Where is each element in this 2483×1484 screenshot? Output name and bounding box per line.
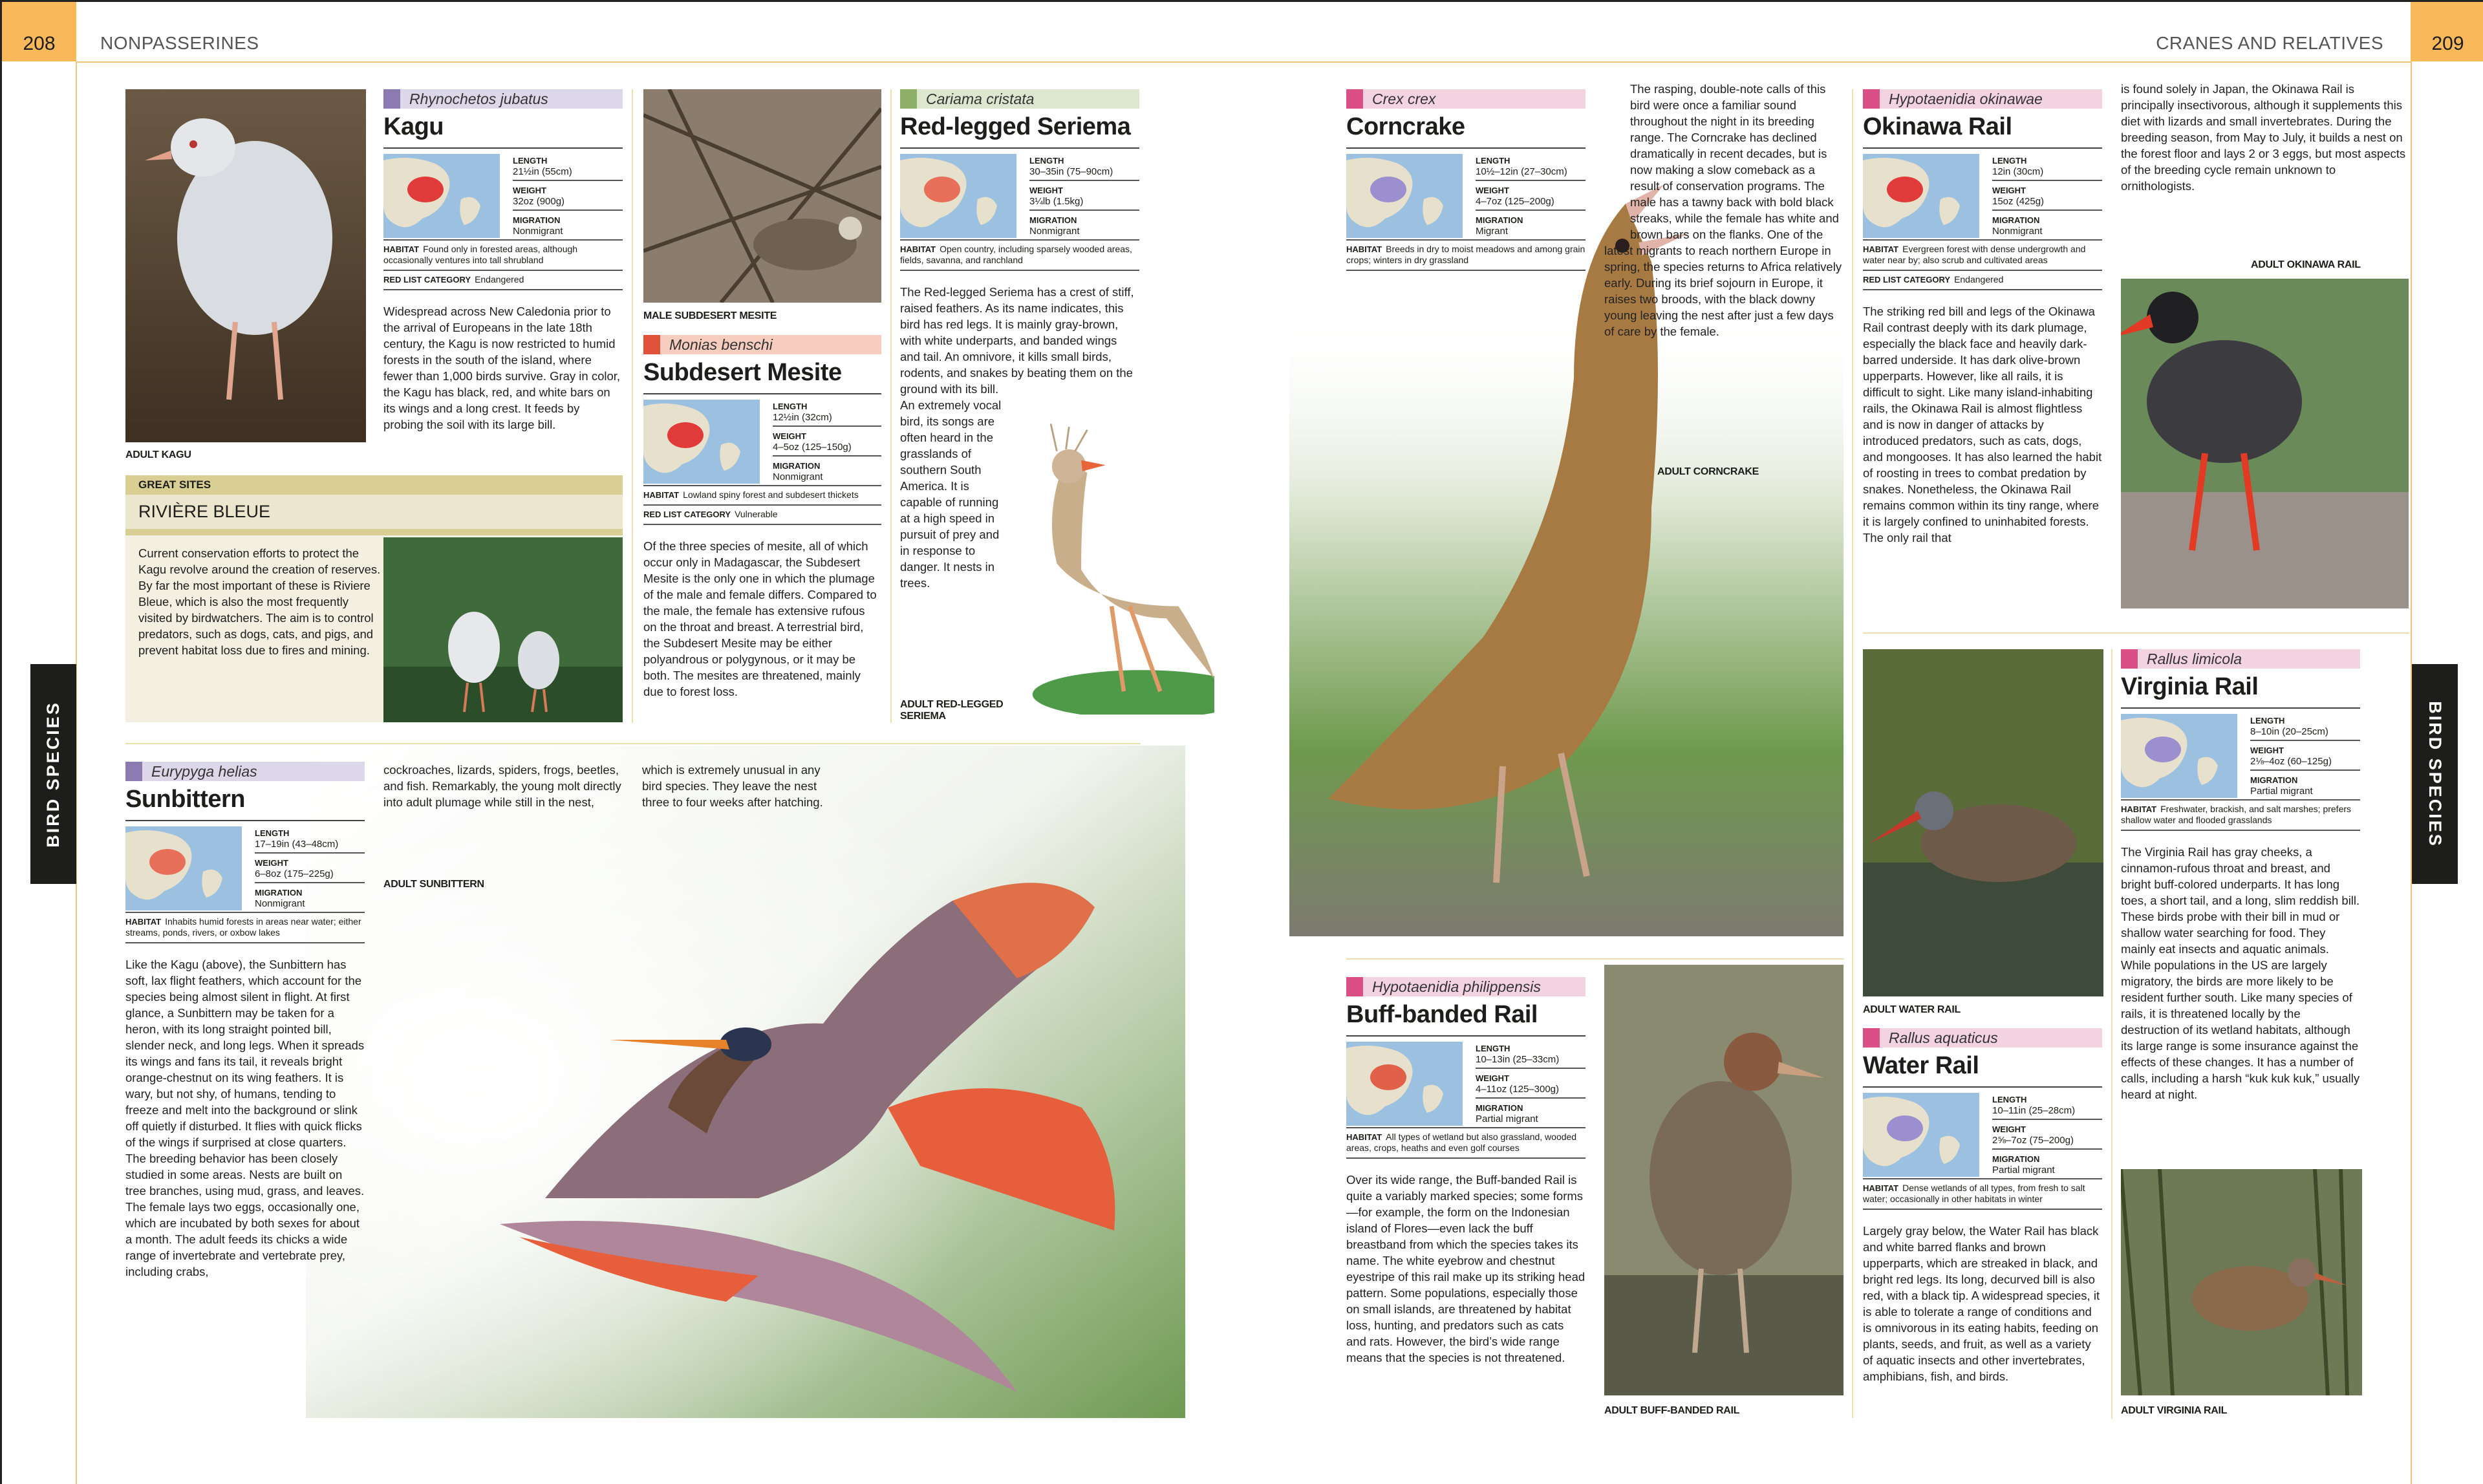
divider (1346, 1157, 1585, 1159)
stat-length (773, 400, 881, 427)
weight-label: WEIGHT (1992, 186, 2026, 195)
length-label: LENGTH (255, 828, 290, 838)
migration-label: MIGRATION (1476, 1103, 1523, 1113)
species-stats (1346, 1035, 1585, 1127)
latin-name-bar (125, 762, 365, 781)
migration-value: Nonmigrant (255, 898, 305, 909)
habitat-row (1346, 239, 1585, 270)
description-text: The striking red bill and legs of the Okinawa Rail contrast deeply with its dark plumage, especially the black face and heavily dark-barred underside. It has dark olive-brown upperparts. However, like all rails, it is difficult to sight. Like many island-inhabiting rails, the Okinawa Rail is almost flightless and is now in danger of attacks by introduced predators, such as cats, dogs, and mongooses. It has also learned the habit of roosting in trees to combat predation by snakes. Nonetheless, the Okinawa Rail remains common within its tiny range, where it is largely confined to uninhabited forests. The only rail that (1863, 305, 2102, 544)
latin-name: Rhynochetos jubatus (409, 91, 548, 107)
length-value: 10–11in (25–28cm) (1992, 1105, 2076, 1116)
species-description (1346, 1172, 1585, 1366)
weight-label: WEIGHT (1992, 1124, 2026, 1134)
section-title-left: NONPASSERINES (100, 33, 259, 53)
stat-migration (773, 459, 881, 485)
stat-list (2250, 714, 2360, 799)
common-name: Kagu (383, 113, 444, 140)
side-tab-left (30, 664, 76, 884)
stat-weight (1992, 1123, 2102, 1150)
weight-label: WEIGHT (1029, 186, 1063, 195)
divider (1863, 289, 2102, 290)
habitat-label: HABITAT (1863, 244, 1899, 254)
latin-name: Hypotaenidia philippensis (1372, 978, 1541, 995)
stat-list (513, 154, 623, 239)
length-value: 10–13in (25–33cm) (1476, 1054, 1560, 1065)
column-divider (2111, 649, 2112, 1419)
red-list-label: RED LIST CATEGORY (643, 510, 731, 519)
migration-label: MIGRATION (255, 888, 303, 898)
migration-label: MIGRATION (513, 215, 561, 225)
common-name: Water Rail (1863, 1052, 1979, 1079)
latin-name: Cariama cristata (926, 91, 1035, 107)
water-rail-photo (1863, 649, 2103, 996)
family-color-swatch (643, 335, 660, 354)
habitat-row (1863, 239, 2102, 270)
weight-value: 2⅛–4oz (60–125g) (2250, 756, 2332, 767)
family-color-swatch (1346, 977, 1363, 996)
red-list-value: Endangered (1954, 274, 2004, 285)
latin-name: Crex crex (1372, 91, 1436, 107)
stat-list (1992, 154, 2102, 239)
habitat-label: HABITAT (643, 490, 680, 500)
family-color-swatch (2121, 649, 2138, 669)
common-name: Buff-banded Rail (1346, 1001, 1538, 1028)
map-range (1370, 1064, 1406, 1090)
habitat-row (643, 485, 881, 504)
length-label: LENGTH (773, 402, 808, 411)
range-map (2121, 714, 2237, 798)
habitat-label: HABITAT (900, 244, 936, 254)
species-card-okinawa-rail (1863, 89, 2102, 546)
species-stats (383, 147, 623, 239)
range-map (1346, 1042, 1463, 1126)
latin-name-bar (643, 335, 881, 354)
great-sites-box (125, 475, 623, 722)
page-number-right: 209 (2411, 2, 2483, 61)
red-list-row (643, 504, 881, 524)
habitat-value: All types of wetland but also grassland, wooded areas, crops, heaths and even golf courses (1346, 1132, 1577, 1153)
weight-value: 4–7oz (125–200g) (1476, 196, 1554, 207)
divider (1863, 1209, 2102, 1210)
habitat-value: Evergreen forest with dense undergrowth and water near by; also scrub and cultivated areas (1863, 244, 2086, 265)
row-divider (125, 743, 1141, 744)
habitat-value: Breeds in dry to moist meadows and among grain crops; winters in dry grassland (1346, 244, 1585, 265)
range-map (1863, 154, 1979, 238)
habitat-row (2121, 799, 2360, 830)
row-divider (1863, 632, 2409, 634)
divider (125, 942, 365, 943)
stat-weight (773, 429, 881, 457)
species-stats (125, 820, 365, 912)
range-map (643, 400, 760, 484)
range-map (1863, 1093, 1979, 1177)
section-title-right: CRANES AND RELATIVES (2156, 33, 2383, 53)
latin-name-bar (1346, 89, 1585, 109)
migration-label: MIGRATION (2250, 775, 2298, 785)
weight-value: 4–5oz (125–150g) (773, 442, 852, 453)
divider (383, 289, 623, 290)
common-name: Virginia Rail (2121, 673, 2259, 700)
side-tab-label: BIRD SPECIES (43, 700, 63, 848)
latin-name-bar (1863, 1028, 2102, 1048)
habitat-row (383, 239, 623, 270)
species-stats (2121, 707, 2360, 799)
stat-length (513, 154, 623, 181)
description-text: Over its wide range, the Buff-banded Rail is quite a variably marked species; some forms—for example, the form on the Indonesian island of Flores—even lack the buff breastband from which the species takes its name. The white eyebrow and chestnut eyestripe of this rail make up its striking head pattern. Some populations, especially those on small islands, are threatened by habitat loss, hunting, and predators such as cats and rats. However, the bird’s wide range means that the species is not threatened. (1346, 1173, 1585, 1364)
migration-value: Migrant (1476, 226, 1509, 237)
stat-migration (2250, 773, 2360, 799)
species-stats (1346, 147, 1585, 239)
species-card-virginia-rail (2121, 649, 2360, 1102)
okinawa-rail-photo (2121, 279, 2409, 608)
migration-value: Nonmigrant (1029, 226, 1080, 237)
great-sites-text: Current conservation efforts to protect the Kagu revolve around the creation of reserves. By far the most important of these is Riviere Bleue, which is also the most frequently visited by birdwatchers. The aim is to control predators, such as dogs, cats, and pigs, and prevent habitat loss due to fires and mining. (138, 546, 381, 657)
weight-value: 4–11oz (125–300g) (1476, 1084, 1559, 1095)
mesite-caption: MALE SUBDESERT MESITE (643, 310, 777, 321)
habitat-row (900, 239, 1139, 270)
length-value: 12in (30cm) (1992, 166, 2044, 177)
length-label: LENGTH (2250, 716, 2285, 726)
map-range (149, 849, 186, 875)
latin-name-bar (1346, 977, 1585, 996)
length-value: 21½in (55cm) (513, 166, 572, 177)
weight-label: WEIGHT (2250, 746, 2284, 755)
map-range (667, 422, 704, 448)
stat-migration (513, 213, 623, 239)
great-sites-title: RIVIÈRE BLEUE (125, 495, 623, 535)
migration-label: MIGRATION (1476, 215, 1523, 225)
map-range (1887, 177, 1923, 202)
latin-name-bar (900, 89, 1139, 109)
species-description (643, 538, 881, 700)
virginia-rail-caption: ADULT VIRGINIA RAIL (2121, 1405, 2228, 1416)
migration-label: MIGRATION (1992, 215, 2040, 225)
habitat-value: Found only in forested areas, although occasionally ventures into tall shrubland (383, 244, 578, 265)
stat-weight (2250, 744, 2360, 771)
weight-label: WEIGHT (1476, 1073, 1509, 1083)
weight-value: 3¼lb (1.5kg) (1029, 196, 1084, 207)
stat-length (255, 826, 365, 854)
weight-label: WEIGHT (255, 858, 288, 868)
weight-label: WEIGHT (513, 186, 546, 195)
habitat-value: Dense wetlands of all types, from fresh to salt water; occasionally in other habitats in winter (1863, 1183, 2085, 1204)
habitat-value: Inhabits humid forests in areas near water; either streams, ponds, rivers, or oxbow lakes (125, 916, 361, 938)
okinawa-text-col2: is found solely in Japan, the Okinawa Rail is principally insectivorous, although it supplements this diet with lizards and small invertebrates. During the breeding season, from May to July, it builds a nest on the forest floor and lays 2 or 3 eggs, but most aspects of the breeding cycle remain unknown to ornithologists. (2121, 82, 2406, 193)
red-list-value: Endangered (475, 274, 524, 285)
length-label: LENGTH (1992, 156, 2027, 166)
species-description (1863, 303, 2102, 546)
stat-list (1476, 154, 1585, 239)
description-text: Of the three species of mesite, all of which occur only in Madagascar, the Subdesert Mesite is the only one in which the plumage of the male and female differs. Compared to the male, the female has extensive rufous on the throat and breast. A terrestrial bird, the Subdesert Mesite may be either polyandrous or polygynous, or it may be both. The mesites are threatened, mainly due to forest loss. (643, 539, 877, 698)
species-card-kagu (383, 89, 623, 433)
description-text: The Virginia Rail has gray cheeks, a cinnamon-rufous throat and breast, and bright buff-colored underparts. It has long toes, a short tail, and a long, slim reddish bill. These birds probe with their bill in mud or shallow water searching for food. They mainly eat insects and aquatic animals. While populations in the US are largely migratory, the birds are more likely to be resident further south. Like many species of rails, it is threatened locally by the destruction of its wetland habitats, although its large range is some insurance against the effects of these changes. It has a number of calls, including a harsh “kuk kuk kuk,” usually heard at night. (2121, 845, 2360, 1101)
species-description (2121, 844, 2360, 1102)
latin-name: Monias benschi (669, 336, 773, 353)
virginia-rail-photo (2121, 1169, 2362, 1395)
species-card-red-legged-seriema (900, 89, 1139, 652)
side-tab-label: BIRD SPECIES (2425, 700, 2445, 848)
latin-name: Rallus aquaticus (1889, 1029, 1998, 1046)
species-description (383, 303, 623, 433)
species-stats (643, 393, 881, 485)
map-range (2145, 737, 2181, 762)
common-name: Sunbittern (125, 786, 245, 813)
habitat-label: HABITAT (2121, 804, 2157, 814)
migration-value: Partial migrant (1476, 1113, 1538, 1124)
habitat-row (125, 912, 365, 942)
common-name: Okinawa Rail (1863, 113, 2012, 140)
red-list-row (383, 270, 623, 289)
species-stats (1863, 147, 2102, 239)
column-divider (632, 89, 633, 723)
sunbittern-caption: ADULT SUNBITTERN (383, 879, 484, 890)
stat-length (1476, 154, 1585, 181)
description-text: The Red-legged Seriema has a crest of stiff, raised feathers. As its name indicates, this bird has red legs. It is mainly gray-brown, with white underparts, and banded wings and tail. An omnivore, it kills small birds, rodents, and snakes by beating them on the ground with its bill. An extremely vocal bird, its songs are often heard in the grasslands of southern South America. It is capable of running at a high speed in pursuit of prey and in response to danger. It nests in trees. (900, 285, 1134, 590)
stat-migration (1992, 213, 2102, 239)
column-divider (1852, 89, 1853, 1418)
stat-migration (1476, 213, 1585, 239)
species-card-buff-banded-rail (1346, 977, 1585, 1366)
migration-label: MIGRATION (1992, 1154, 2040, 1164)
length-label: LENGTH (1476, 1044, 1510, 1053)
latin-name-bar (383, 89, 623, 109)
corncrake-text-body: The rasping, double-note calls of this bird were once a familiar sound throughout the night in its breeding range. The Corncrake has declined dramatically in recent decades, but is now making a slow comeback as a result of conservation programs. The male has a tawny back with bold black streaks, while the female has white and brown bars on the flanks. One of the latest migrants to reach northern Europe in spring, the species returns to Africa relatively early. During its brief sojourn in Europe, it raises two broods, with the black downy young leaving the nest after just a few days of care by the female. (1604, 82, 1842, 338)
mesite-photo (643, 89, 881, 303)
column-divider (890, 89, 892, 723)
habitat-label: HABITAT (125, 917, 162, 927)
side-tab-right (2412, 664, 2458, 884)
latin-name: Hypotaenidia okinawae (1889, 91, 2043, 107)
migration-label: MIGRATION (773, 461, 821, 471)
great-sites-label: GREAT SITES (125, 475, 623, 495)
latin-name: Rallus limicola (2147, 651, 2242, 667)
range-map (125, 826, 242, 910)
length-label: LENGTH (1992, 1095, 2027, 1104)
common-name: Corncrake (1346, 113, 1465, 140)
stat-length (1476, 1042, 1585, 1069)
buff-banded-rail-caption: ADULT BUFF-BANDED RAIL (1604, 1405, 1740, 1416)
length-label: LENGTH (1029, 156, 1064, 166)
weight-value: 15oz (425g) (1992, 196, 2045, 207)
water-rail-caption: ADULT WATER RAIL (1863, 1004, 1961, 1015)
species-description (125, 956, 365, 1280)
species-description (1863, 1223, 2102, 1384)
length-label: LENGTH (1476, 156, 1510, 166)
habitat-value: Lowland spiny forest and subdesert thickets (683, 489, 859, 500)
stat-list (1029, 154, 1139, 239)
common-name: Red-legged Seriema (900, 113, 1131, 140)
weight-value: 32oz (900g) (513, 196, 565, 207)
range-map (900, 154, 1016, 238)
stat-list (255, 826, 365, 912)
migration-value: Nonmigrant (513, 226, 563, 237)
migration-value: Nonmigrant (1992, 226, 2043, 237)
habitat-value: Freshwater, brackish, and salt marshes; prefers shallow water and flooded grasslands (2121, 804, 2352, 825)
description-text: Like the Kagu (above), the Sunbittern has soft, lax flight feathers, which account for the species being almost silent in flight. At first glance, a Sunbittern may be taken for a heron, with its long straight pointed bill, slender neck, and long legs. When it spreads its wings and fans its tail, it reveals bright orange-chestnut on its wing feathers. It is wary, but not shy, of humans, tending to freeze and melt into the background or slink off quietly if disturbed. It flies with quick flicks of the wings if surprised at close quarters. The breeding behavior has been closely studied in some areas. Nests are built on tree branches, using mud, grass, and leaves. The female lays two eggs, occasionally one, which are incubated by both sexes for about a month. The adult feeds its chicks a wide range of invertebrate and vertebrate prey, including crabs, (125, 958, 365, 1278)
red-list-row (1863, 270, 2102, 289)
okinawa-rail-caption: ADULT OKINAWA RAIL (2251, 259, 2361, 270)
description-text: Largely gray below, the Water Rail has black and white barred flanks and brown upperparts, which are streaked in black, and bright red legs. Its long, decurved bill is also red, with a black tip. A widespread species, it is able to tolerate a range of conditions and is omnivorous in its eating habits, feeding on plants, seeds, and fruit, as well as a variety of aquatic insects and other invertebrates, amphibians, fish, and birds. (1863, 1224, 2100, 1383)
stat-weight (1476, 184, 1585, 211)
stat-list (773, 400, 881, 485)
map-range (1370, 177, 1406, 202)
habitat-row (1346, 1127, 1585, 1157)
red-list-label: RED LIST CATEGORY (383, 275, 471, 285)
weight-value: 2⅝–7oz (75–200g) (1992, 1135, 2074, 1146)
stat-weight (1029, 184, 1139, 211)
page-number-left: 208 (2, 2, 76, 61)
divider (1346, 270, 1585, 271)
header-rule-right (1243, 61, 2411, 63)
divider (900, 270, 1139, 271)
habitat-label: HABITAT (1346, 244, 1382, 254)
stat-migration (1476, 1101, 1585, 1127)
family-color-swatch (125, 762, 142, 781)
stat-weight (1992, 184, 2102, 211)
habitat-label: HABITAT (1346, 1132, 1382, 1142)
stat-migration (255, 886, 365, 912)
length-label: LENGTH (513, 156, 548, 166)
habitat-label: HABITAT (383, 244, 420, 254)
map-range (407, 177, 444, 202)
family-color-swatch (1346, 89, 1363, 109)
habitat-label: HABITAT (1863, 1183, 1899, 1193)
map-range (924, 177, 960, 202)
length-value: 30–35in (75–90cm) (1029, 166, 1113, 177)
length-value: 17–19in (43–48cm) (255, 839, 339, 850)
latin-name: Eurypyga helias (151, 763, 257, 780)
stat-migration (1992, 1152, 2102, 1178)
migration-value: Partial migrant (1992, 1165, 2055, 1176)
stat-length (1029, 154, 1139, 181)
species-card-subdesert-mesite (643, 335, 881, 700)
family-color-swatch (1863, 89, 1880, 109)
riviere-bleue-photo (383, 537, 623, 722)
description-text: Widespread across New Caledonia prior to the arrival of Europeans in the late 18th century, the Kagu is now restricted to humid forests in the south of the island, where fewer than 1,000 birds survive. Gray in color, the Kagu has black, red, and white bars on its wings and a long crest. It feeds by probing the soil with its large bill. (383, 305, 621, 431)
weight-value: 6–8oz (175–225g) (255, 868, 334, 879)
kagu-photo (125, 89, 366, 442)
migration-label: MIGRATION (1029, 215, 1077, 225)
sunbittern-text-col2: cockroaches, lizards, spiders, frogs, beetles, and fish. Remarkably, the young molt directly into adult plumage while still in the nest, (383, 763, 621, 809)
species-card-water-rail (1863, 1028, 2102, 1384)
range-map (383, 154, 500, 238)
stat-migration (1029, 213, 1139, 239)
migration-value: Nonmigrant (773, 471, 823, 482)
buff-banded-rail-photo (1604, 965, 1843, 1395)
migration-value: Partial migrant (2250, 786, 2313, 797)
habitat-value: Open country, including sparsely wooded areas, fields, savanna, and ranchland (900, 244, 1132, 265)
latin-name-bar (1863, 89, 2102, 109)
species-stats (1863, 1086, 2102, 1178)
species-stats (900, 147, 1139, 239)
kagu-caption: ADULT KAGU (125, 449, 191, 460)
length-value: 8–10in (20–25cm) (2250, 726, 2328, 737)
row-divider (1346, 958, 1844, 960)
sunbittern-text-col3: which is extremely unusual in any bird species. They leave the nest three to four weeks after hatching. (642, 763, 823, 809)
corncrake-caption: ADULT CORNCRAKE (1657, 466, 1759, 477)
range-map (1346, 154, 1463, 238)
weight-label: WEIGHT (773, 431, 806, 441)
stat-weight (1476, 1071, 1585, 1099)
family-color-swatch (1863, 1028, 1880, 1048)
species-card-sunbittern (125, 762, 365, 1280)
stat-length (2250, 714, 2360, 741)
stat-list (1476, 1042, 1585, 1127)
sunbittern-photo (306, 746, 1185, 1418)
length-value: 12½in (32cm) (773, 412, 832, 423)
map-range (1887, 1115, 1923, 1141)
common-name: Subdesert Mesite (643, 359, 842, 386)
weight-label: WEIGHT (1476, 186, 1509, 195)
red-list-label: RED LIST CATEGORY (1863, 275, 1951, 285)
divider (2121, 830, 2360, 831)
seriema-caption: ADULT RED-LEGGED SERIEMA (900, 699, 1004, 722)
length-value: 10½–12in (27–30cm) (1476, 166, 1567, 177)
habitat-row (1863, 1178, 2102, 1209)
stat-list (1992, 1093, 2102, 1178)
divider (643, 524, 881, 525)
stat-weight (255, 856, 365, 883)
latin-name-bar (2121, 649, 2360, 669)
corncrake-text (1604, 81, 1845, 339)
stat-length (1992, 1093, 2102, 1120)
red-list-value: Vulnerable (735, 509, 778, 519)
stat-length (1992, 154, 2102, 181)
stat-weight (513, 184, 623, 211)
family-color-swatch (383, 89, 400, 109)
species-card-corncrake (1346, 89, 1585, 271)
family-color-swatch (900, 89, 917, 109)
header-rule-left (76, 61, 1243, 63)
species-description (900, 284, 1139, 591)
